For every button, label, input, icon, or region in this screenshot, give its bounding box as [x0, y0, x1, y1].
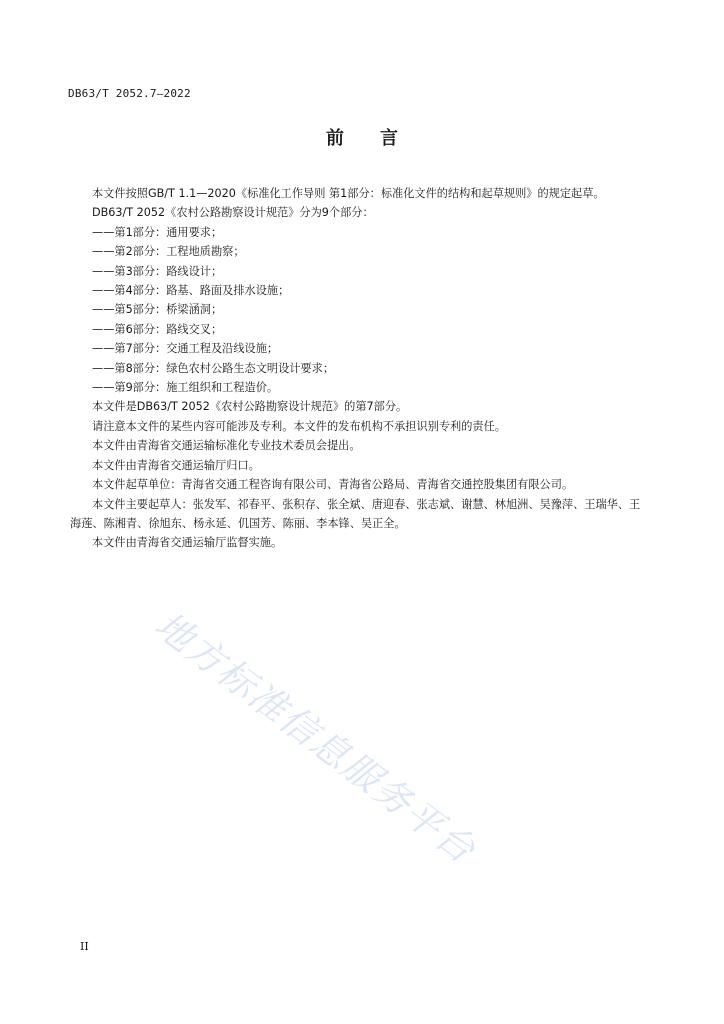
paragraph-proposer: 本文件由青海省交通运输标准化专业技术委员会提出。 [92, 439, 361, 453]
list-item: ——第7部分：交通工程及沿线设施； [92, 342, 279, 356]
page-title: 前言 [326, 128, 434, 149]
foreword-body [70, 184, 650, 553]
paragraph-drafting-units: 本文件起草单位：青海省交通工程咨询有限公司、青海省公路局、青海省交通控股集团有限公司。 [92, 478, 574, 492]
watermark-text: 地方标准信息服务平台 [146, 603, 485, 873]
list-item: ——第4部分：路基、路面及排水设施； [92, 284, 290, 298]
list-item: ——第2部分：工程地质勘察； [92, 245, 245, 259]
list-item: ——第9部分：施工组织和工程造价。 [92, 381, 279, 395]
list-item: ——第6部分：路线交叉； [92, 322, 223, 336]
paragraph-patent-notice: 请注意本文件的某些内容可能涉及专利。本文件的发布机构不承担识别专利的责任。 [92, 419, 506, 433]
list-item: ——第1部分：通用要求； [92, 225, 223, 239]
paragraph-part-statement: 本文件是DB63/T 2052《农村公路勘察设计规范》的第7部分。 [92, 400, 408, 414]
page-number: II [80, 940, 89, 953]
paragraph-drafters: 本文件主要起草人：张发军、祁春平、张积存、张全斌、唐迎春、张志斌、谢慧、林旭洲、吴豫萍、王瑞华、王海莲、陈湘青、徐旭东、杨永延、仉国芳、陈丽、李本锋、吴正全。 [70, 497, 641, 530]
document-code: DB63/T 2052.7—2022 [68, 87, 191, 100]
list-item: ——第8部分：绿色农村公路生态文明设计要求； [92, 361, 335, 375]
list-item: ——第3部分：路线设计； [92, 264, 223, 278]
paragraph-administrator: 本文件由青海省交通运输厅归口。 [92, 458, 260, 472]
paragraph-parts-intro: DB63/T 2052《农村公路勘察设计规范》分为9个部分： [92, 206, 374, 220]
paragraph-drafting-rules: 本文件按照GB/T 1.1—2020《标准化工作导则 第1部分：标准化文件的结构和起草规则》的规定起草。 [92, 187, 605, 200]
paragraph-supervisor: 本文件由青海省交通运输厅监督实施。 [92, 536, 283, 550]
list-item: ——第5部分：桥梁涵洞； [92, 303, 223, 317]
